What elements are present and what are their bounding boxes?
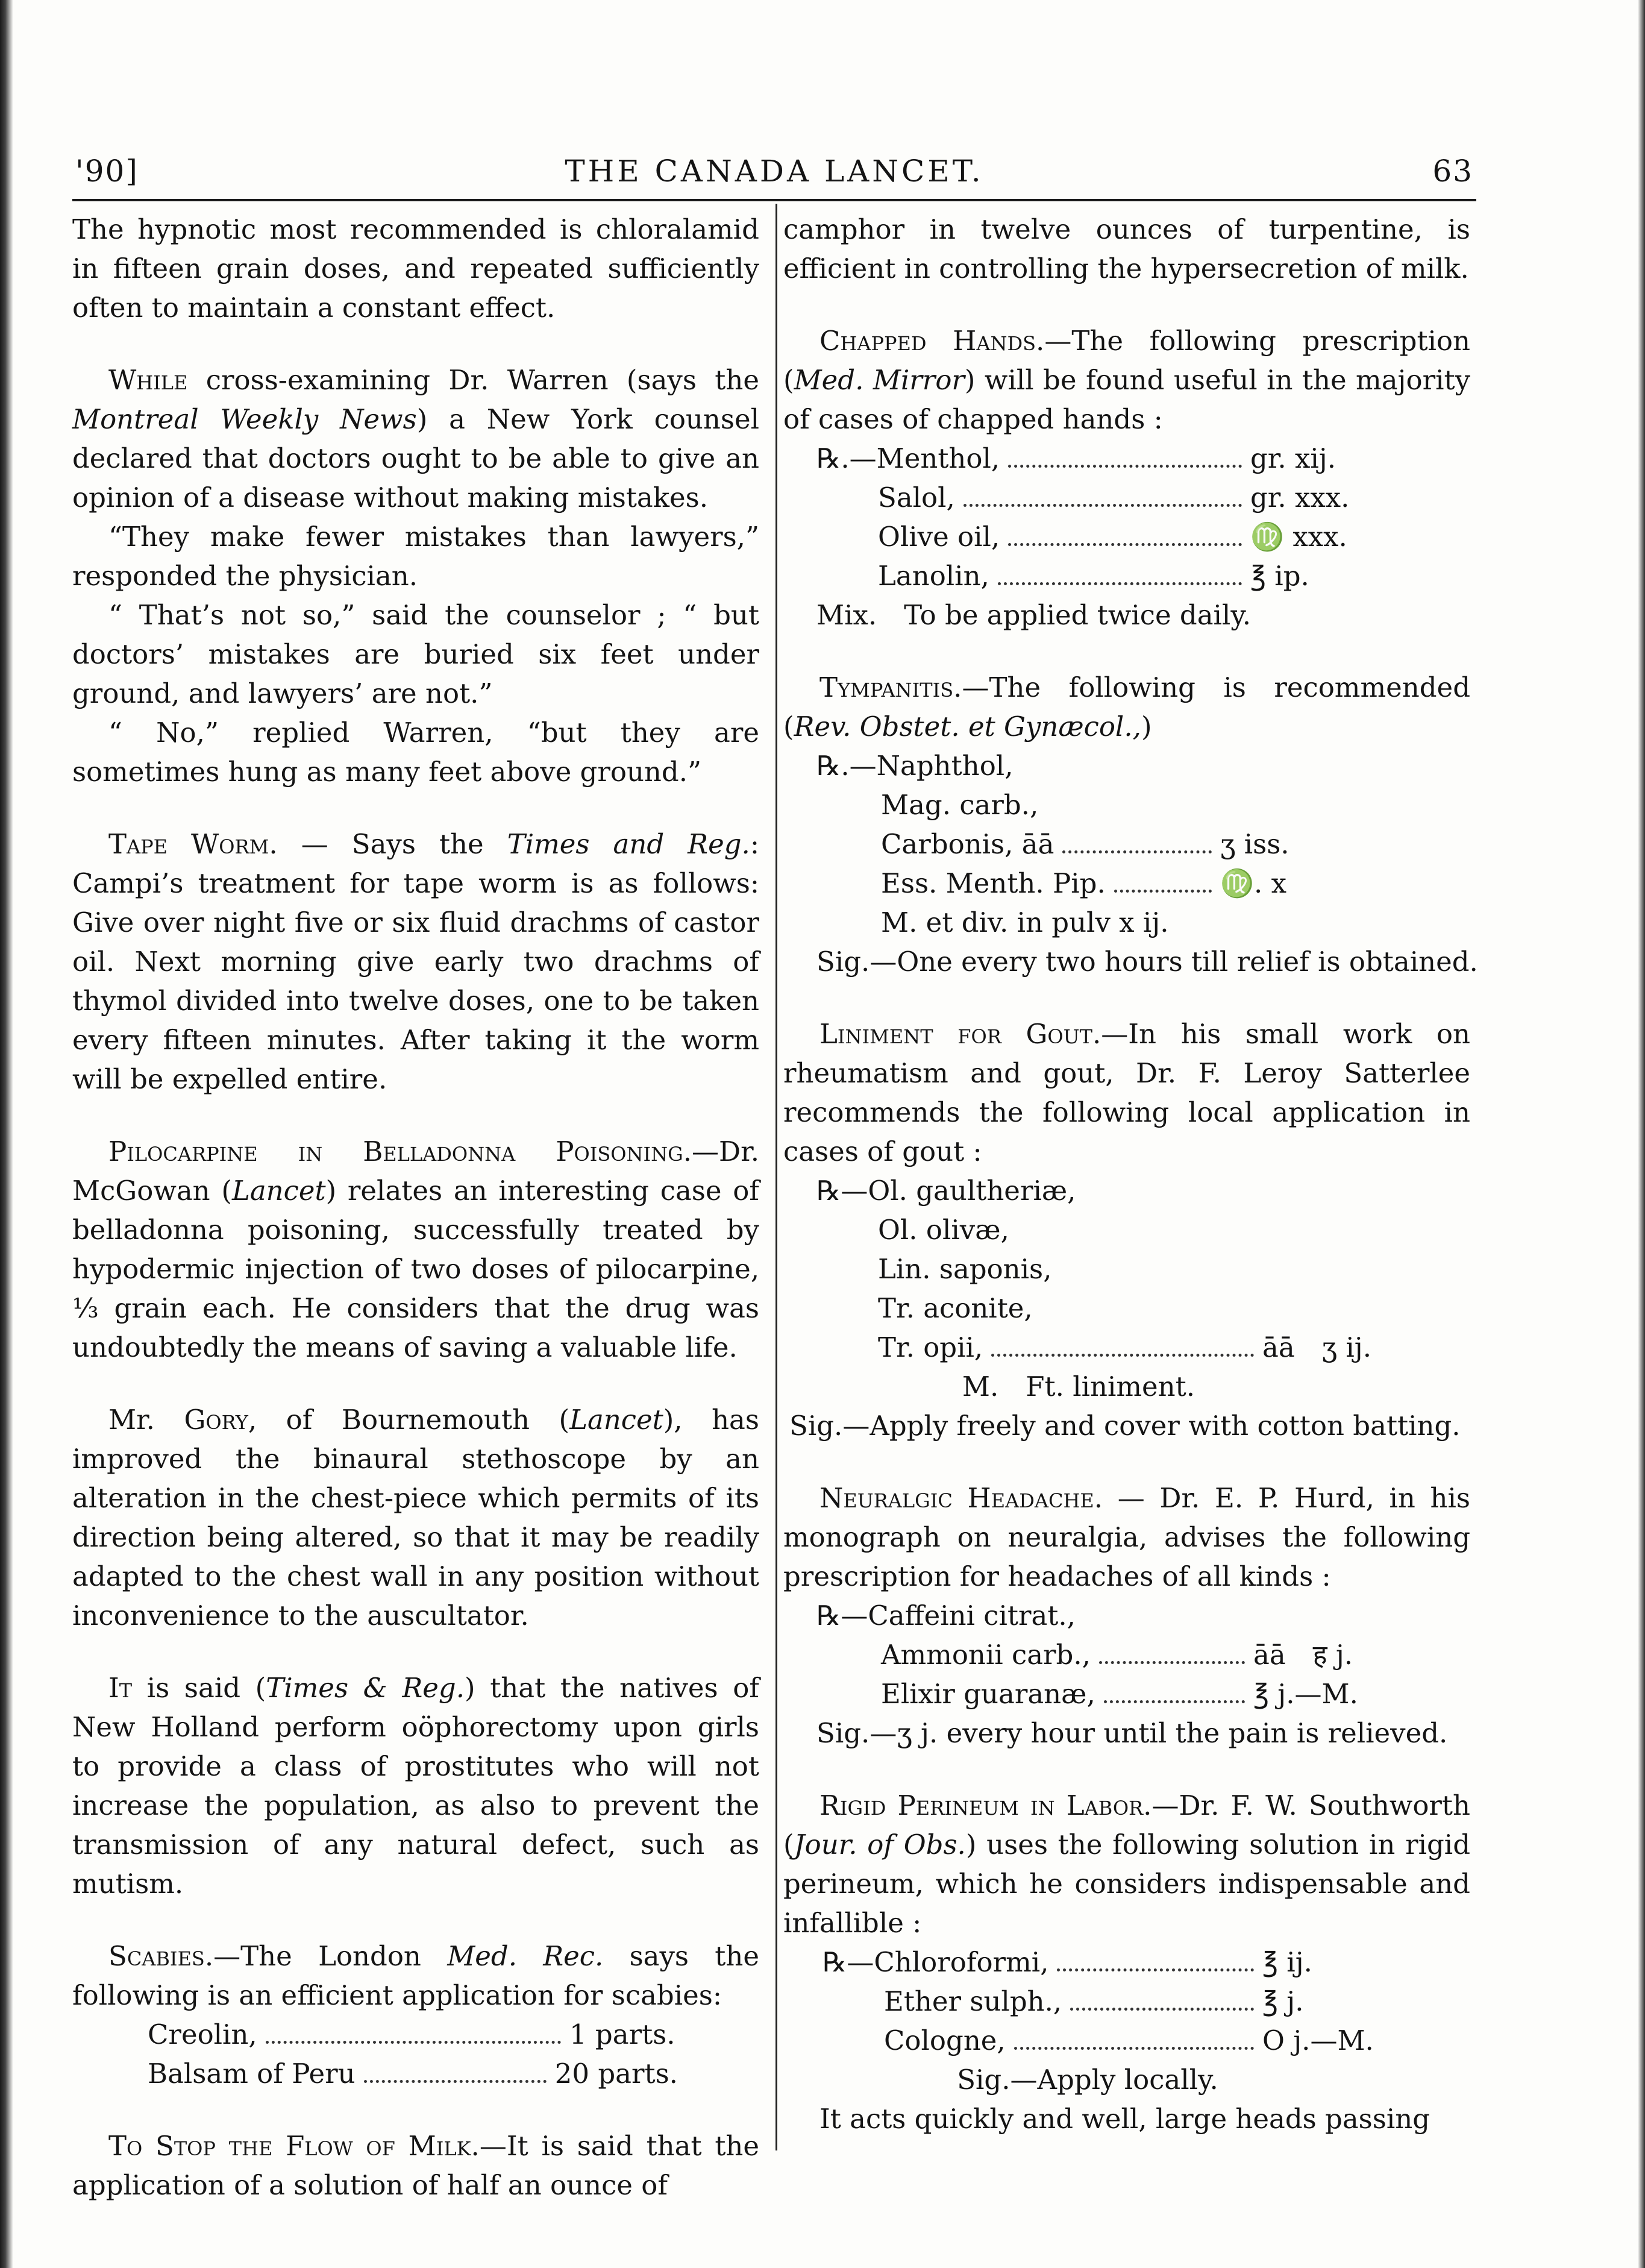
tympanitis-paragraph — [783, 668, 1470, 746]
warren-text-a: cross-examining Dr. Warren (says the — [187, 364, 759, 396]
left-column — [72, 210, 759, 2205]
prescription-row — [783, 1943, 1395, 1982]
scan-edge-left — [0, 0, 13, 2268]
leader-dots — [1008, 465, 1242, 468]
ingredient: Elixir guaranæ, — [881, 1678, 1095, 1710]
right-column — [783, 210, 1478, 2138]
ingredient: Ess. Menth. Pip. — [881, 867, 1106, 899]
milk-paragraph — [72, 2126, 759, 2205]
gory-text-c: ), has improved the binaural stethoscope by an alteration in the chest-piece which permits of its direction being altered, so that it may be readily adapted to the chest wall in any position without inconvenience to the auscultator. — [72, 1404, 759, 1632]
ingredient: Lanolin, — [878, 560, 989, 592]
prescription-line: Tr. aconite, — [878, 1292, 1033, 1324]
warren-paragraph-2: “They make fewer mistakes than lawyers,” responded the physician. — [72, 521, 759, 592]
leader-dots — [998, 582, 1242, 585]
perineum-paragraph — [783, 1786, 1470, 1943]
dose: āā ʒ ij. — [1262, 1331, 1372, 1363]
prescription-row — [783, 1982, 1395, 2021]
gory-paragraph — [72, 1400, 759, 1635]
prescription-row — [783, 1674, 1395, 1714]
neuralgic-text: — Dr. E. P. Hurd, in his monograph on neuralgia, advises the following prescription for headaches of all kinds : — [783, 1482, 1470, 1592]
warren-article — [72, 360, 759, 791]
warren-source: Montreal Weekly News — [72, 403, 417, 435]
warren-lead-word: While — [108, 364, 188, 396]
scabies-item-dose: 20 parts. — [554, 2058, 678, 2090]
prescription-row — [783, 1635, 1380, 1674]
leader-dots — [1014, 2047, 1254, 2050]
prescription-row — [783, 517, 1395, 556]
pilocarpine-heading: Pilocarpine in Belladonna Poisoning. — [108, 1136, 692, 1167]
dose: āā ह j. — [1253, 1639, 1353, 1671]
perineum-source: Jour. of Obs. — [794, 1829, 966, 1861]
prescription-row — [783, 478, 1395, 517]
gory-source: Lancet — [569, 1404, 663, 1436]
scabies-heading: Scabies. — [108, 1940, 214, 1972]
gout-paragraph — [783, 1014, 1470, 1171]
ingredient: ℞—Chloroformi, — [822, 1946, 1049, 1978]
prescription-line: ℞—Ol. gaultheriæ, — [816, 1175, 1076, 1207]
tympanitis-source: Rev. Obstet. et Gynæcol., — [794, 711, 1141, 743]
prescription-line: M. et div. in pulv x ij. — [881, 906, 1169, 938]
dose: ♍ xxx. — [1250, 521, 1347, 553]
ingredient: Cologne, — [884, 2025, 1006, 2056]
ingredient: Carbonis, āā — [881, 828, 1054, 860]
prescription-line: ℞—Caffeini citrat., — [816, 1600, 1076, 1632]
new-holland-text-a: is said ( — [132, 1672, 266, 1704]
new-holland-text-b: ) that the natives of New Holland perform oöphorectomy upon girls to provide a class of prostitutes who will not increase the population, as also to prevent the transmission of any natural defect, such as mutism. — [72, 1672, 760, 1900]
prescription-row — [783, 2021, 1395, 2060]
signa-line: Sig.—One every two hours till relief is obtained. — [816, 946, 1478, 978]
chloralamid-paragraph: The hypnotic most recommended is chloralamid in fifteen grain doses, and repeated sufficiently often to maintain a constant effect. — [72, 213, 759, 324]
leader-dots — [266, 2041, 561, 2044]
leader-dots — [1062, 850, 1212, 853]
tapeworm-paragraph — [72, 825, 759, 1099]
running-head — [75, 154, 1473, 196]
milk-heading: To Stop the Flow of Milk. — [108, 2130, 480, 2162]
scabies-text-a: —The London — [213, 1940, 448, 1972]
liniment-instruction: M. Ft. liniment. — [962, 1371, 1195, 1403]
prescription-row — [783, 825, 1311, 864]
prescription-line: Lin. saponis, — [878, 1253, 1052, 1285]
dose: ℥ j. — [1262, 1985, 1304, 2017]
dose: ℥ ip. — [1250, 560, 1309, 592]
chapped-hands-text-a: —The following prescription ( — [783, 325, 1470, 396]
gout-article — [783, 1014, 1470, 1445]
leader-dots — [991, 1354, 1254, 1357]
scabies-text-b: says the following is an efficient application for scabies: — [72, 1940, 759, 2011]
scabies-item-name: Balsam of Peru — [148, 2058, 356, 2090]
leader-dots — [364, 2080, 547, 2083]
neuralgic-article — [783, 1478, 1470, 1753]
chapped-hands-heading: Chapped Hands. — [819, 325, 1045, 357]
new-holland-lead-word: It — [108, 1672, 133, 1704]
signa-line: Sig.—Apply locally. — [957, 2064, 1218, 2096]
prescription-line: Mag. carb., — [881, 789, 1039, 821]
pilocarpine-text-b: ) relates an interesting case of belladonna poisoning, successfully treated by hypodermic injection of two doses of pilocarpine, ⅓ grain each. He considers that the drug was undoubtedly the means of saving a valuable life. — [72, 1175, 759, 1363]
volume-year: '90] — [75, 154, 139, 189]
ingredient: Ether sulph., — [884, 1985, 1062, 2017]
warren-paragraph-4: “ No,” replied Warren, “but they are sometimes hung as many feet above ground.” — [72, 717, 759, 788]
prescription-row — [783, 1328, 1383, 1367]
pilocarpine-text-a: —Dr. McGowan ( — [72, 1136, 759, 1207]
dose: ʒ iss. — [1220, 828, 1289, 860]
warren-text-b: ) a New York counsel declared that doctors ought to be able to give an opinion of a disease without making mistakes. — [72, 403, 760, 514]
gory-name: Gory — [184, 1404, 248, 1436]
scabies-item-row — [72, 2054, 678, 2093]
gory-text-b: , of Bournemouth ( — [248, 1404, 570, 1436]
journal-title: THE CANADA LANCET. — [565, 154, 984, 189]
scabies-source: Med. Rec. — [447, 1940, 604, 1972]
perineum-text-b: ) uses the following solution in rigid perineum, which he considers indispensable and infallible : — [783, 1829, 1471, 1939]
signa-line: Sig.—ʒ j. every hour until the pain is relieved. — [816, 1717, 1448, 1749]
signa-line: Sig.—Apply freely and cover with cotton batting. — [789, 1410, 1461, 1442]
gory-text-a: Mr. — [108, 1404, 184, 1436]
prescription-row — [783, 439, 1395, 478]
leader-dots — [1070, 2008, 1254, 2011]
chapped-hands-source: Med. Mirror — [794, 364, 965, 396]
milk-text: —It is said that the application of a solution of half an ounce of — [72, 2130, 760, 2201]
chapped-hands-paragraph — [783, 321, 1470, 439]
scabies-paragraph — [72, 1937, 759, 2015]
tapeworm-source: Times and Reg. — [507, 828, 750, 860]
scabies-item-row — [72, 2015, 678, 2054]
dose: ℥ ij. — [1262, 1946, 1312, 1978]
warren-paragraph-1 — [72, 360, 759, 517]
ingredient: Ammonii carb., — [881, 1639, 1091, 1671]
neuralgic-paragraph — [783, 1478, 1470, 1596]
tympanitis-heading: Tympanitis. — [819, 671, 962, 703]
ingredient: Olive oil, — [878, 521, 1000, 553]
pilocarpine-source: Lancet — [231, 1175, 326, 1207]
gout-heading: Liniment for Gout. — [819, 1018, 1101, 1050]
leader-dots — [1104, 1700, 1245, 1703]
dose: ♍. x — [1220, 867, 1287, 899]
new-holland-paragraph — [72, 1668, 759, 1903]
neuralgic-heading: Neuralgic Headache. — [819, 1482, 1103, 1514]
dose: O j.—M. — [1262, 2025, 1374, 2056]
milk-continuation: camphor in twelve ounces of turpentine, is efficient in controlling the hypersecretion of milk. — [783, 213, 1470, 284]
page-number: 63 — [1432, 154, 1473, 189]
prescription-line: Ol. olivæ, — [878, 1214, 1009, 1246]
mix-instruction: Mix. To be applied twice daily. — [816, 599, 1252, 631]
scabies-item-dose: 1 parts. — [569, 2018, 675, 2050]
perineum-closing-line: It acts quickly and well, large heads passing — [819, 2103, 1430, 2135]
dose: gr. xij. — [1250, 442, 1336, 474]
scan-edge-right — [1638, 0, 1645, 2268]
header-rule — [72, 199, 1476, 201]
chapped-hands-article — [783, 321, 1470, 635]
prescription-row — [783, 556, 1395, 595]
gout-text: —In his small work on rheumatism and gout, Dr. F. Leroy Satterlee recommends the following local application in cases of gout : — [783, 1018, 1470, 1167]
pilocarpine-paragraph — [72, 1132, 759, 1367]
leader-dots — [1114, 890, 1212, 893]
leader-dots — [1099, 1661, 1245, 1664]
dose: ℥ j.—M. — [1253, 1678, 1358, 1710]
leader-dots — [1057, 1968, 1254, 1971]
tympanitis-article — [783, 668, 1478, 981]
new-holland-source: Times & Reg. — [266, 1672, 465, 1704]
perineum-heading: Rigid Perineum in Labor. — [819, 1789, 1152, 1821]
warren-paragraph-3: “ That’s not so,” said the counselor ; “ but doctors’ mistakes are buried six feet under ground, and lawyers’ are not.” — [72, 599, 759, 709]
column-divider — [776, 204, 777, 2150]
leader-dots — [964, 504, 1242, 507]
dose: gr. xxx. — [1250, 482, 1350, 514]
leader-dots — [1008, 543, 1242, 546]
tapeworm-text-b: : Campi’s treatment for tape worm is as follows: Give over night five or six fluid drachms of castor oil. Next morning give early two drachms of thymol divided into twelve doses, one to be taken every fifteen minutes. After taking it the worm will be expelled entire. — [72, 828, 759, 1095]
tympanitis-text-b: ) — [1141, 711, 1152, 743]
ingredient: Tr. opii, — [878, 1331, 983, 1363]
chapped-hands-text-b: ) will be found useful in the majority of cases of chapped hands : — [783, 364, 1470, 435]
perineum-text-a: —Dr. F. W. Southworth ( — [783, 1789, 1470, 1861]
scabies-article — [72, 1937, 759, 2093]
ingredient: Salol, — [878, 482, 955, 514]
perineum-article — [783, 1786, 1470, 2138]
scabies-item-name: Creolin, — [148, 2018, 257, 2050]
tapeworm-heading: Tape Worm. — [108, 828, 278, 860]
prescription-line: ℞.—Naphthol, — [816, 750, 1014, 782]
tympanitis-text-a: —The following is recommended ( — [783, 671, 1470, 743]
tapeworm-text-a: — Says the — [277, 828, 507, 860]
ingredient: ℞.—Menthol, — [816, 442, 1000, 474]
prescription-row — [783, 864, 1311, 903]
